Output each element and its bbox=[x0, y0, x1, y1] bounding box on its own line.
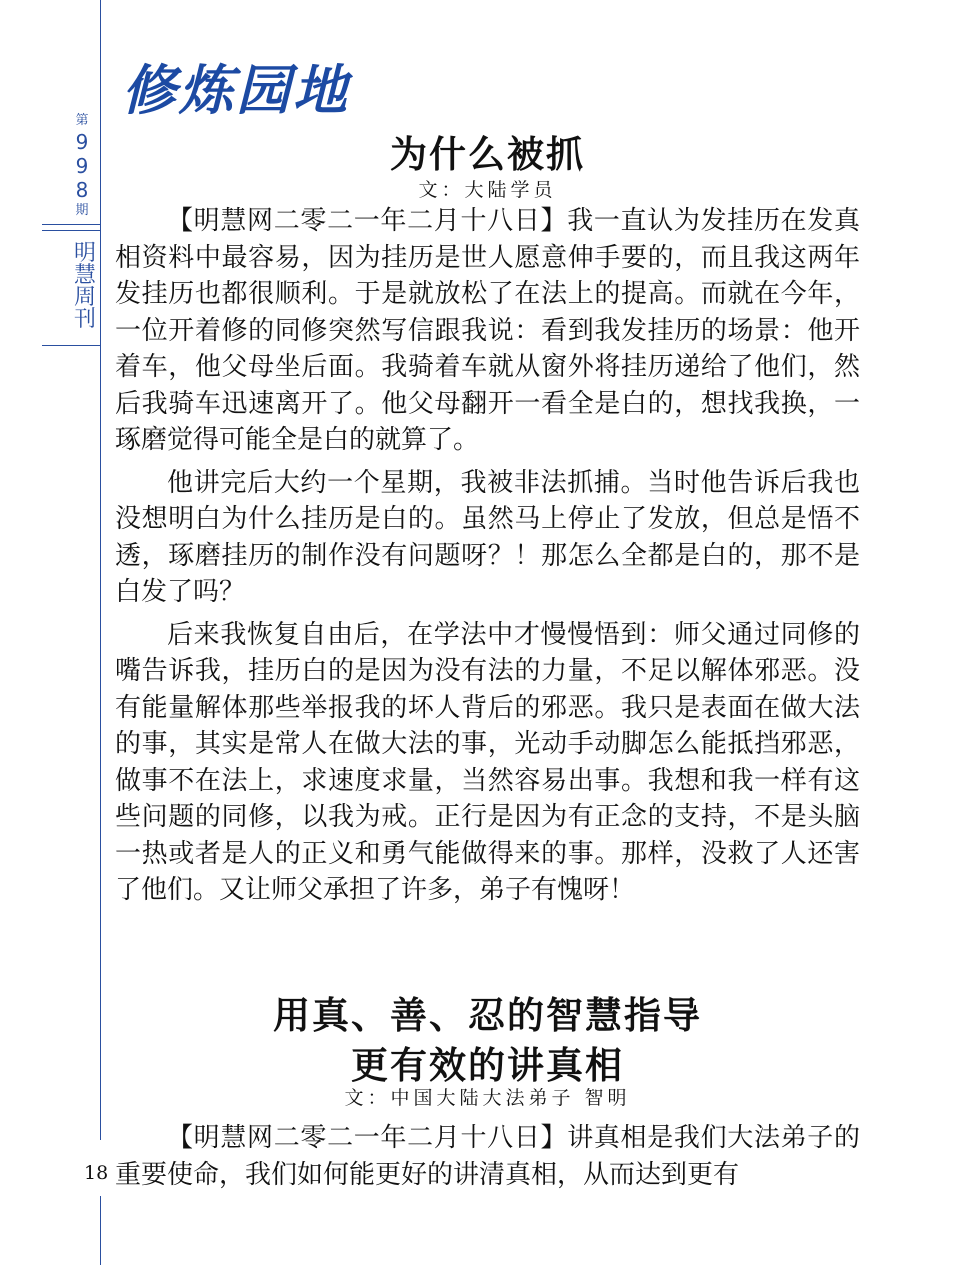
page-number: 18 bbox=[84, 1162, 109, 1184]
paragraph: 后来我恢复自由后，在学法中才慢慢悟到：师父通过同修的嘴告诉我，挂历白的是因为没有法的力量，不足以解体邪恶。没有能量解体那些举报我的坏人背后的邪恶。我只是表面在做大法的事，其实是常人在做大法的事，光动手动脚怎么能抵挡邪恶，做事不在法上，求速度求量，当然容易出事。我想和我一样有这些问题的同修，以我为戒。正行是因为有正念的支持，不是头脑一热或者是人的正义和勇气能做得来的事。那样，没救了人还害了他们。又让师父承担了许多，弟子有愧呀！ bbox=[115, 619, 860, 905]
publication-name bbox=[70, 243, 100, 331]
article-title: 用真、善、忍的智慧指导 bbox=[273, 994, 702, 1037]
issue-digit: 9 bbox=[75, 130, 89, 154]
article-byline: 文：中国大陆大法弟子 智明 bbox=[344, 1087, 631, 1109]
paragraph: 他讲完后大约一个星期，我被非法抓捕。当时他告诉后我也没想明白为什么挂历是白的。虽然马上停止了发放，但总是悟不透，琢磨挂历的制作没有问题呀？！那怎么全都是白的，那不是白发了吗？ bbox=[115, 467, 860, 607]
issue-digit: 9 bbox=[75, 154, 89, 178]
paragraph: 【明慧网二零二一年二月十八日】我一直认为发挂历在发真相资料中最容易，因为挂历是世人愿意伸手要的，而且我这两年发挂历也都很顺利。于是就放松了在法上的提高。而就在今年，一位开着修的同修突然写信跟我说：看到我发挂历的场景：他开着车，他父母坐后面。我骑着车就从窗外将挂历递给了他们，然后我骑车迅速离开了。他父母翻开一看全是白的，想找我换，一琢磨觉得可能全是白的就算了。 bbox=[115, 206, 860, 455]
issue-suffix: 期 bbox=[75, 203, 89, 218]
issue-label bbox=[60, 112, 104, 220]
divider bbox=[42, 345, 101, 346]
article-byline: 文：大陆学员 bbox=[418, 179, 557, 201]
divider bbox=[42, 224, 101, 225]
section-title: 修炼园地 bbox=[122, 59, 350, 122]
divider bbox=[42, 230, 101, 231]
publication-char: 明 bbox=[73, 241, 96, 266]
publication-char: 刊 bbox=[73, 307, 96, 332]
publication-char: 周 bbox=[73, 285, 96, 310]
article-title: 为什么被抓 bbox=[390, 133, 585, 176]
paragraph: 【明慧网二零二一年二月十八日】讲真相是我们大法弟子的重要使命，我们如何能更好的讲清真相，从而达到更有 bbox=[115, 1123, 860, 1190]
article-title: 更有效的讲真相 bbox=[351, 1044, 624, 1087]
article-body bbox=[115, 203, 860, 915]
article-body bbox=[115, 1120, 860, 1199]
issue-prefix: 第 bbox=[75, 113, 89, 128]
publication-char: 慧 bbox=[73, 263, 96, 288]
issue-digit: 8 bbox=[75, 178, 89, 202]
